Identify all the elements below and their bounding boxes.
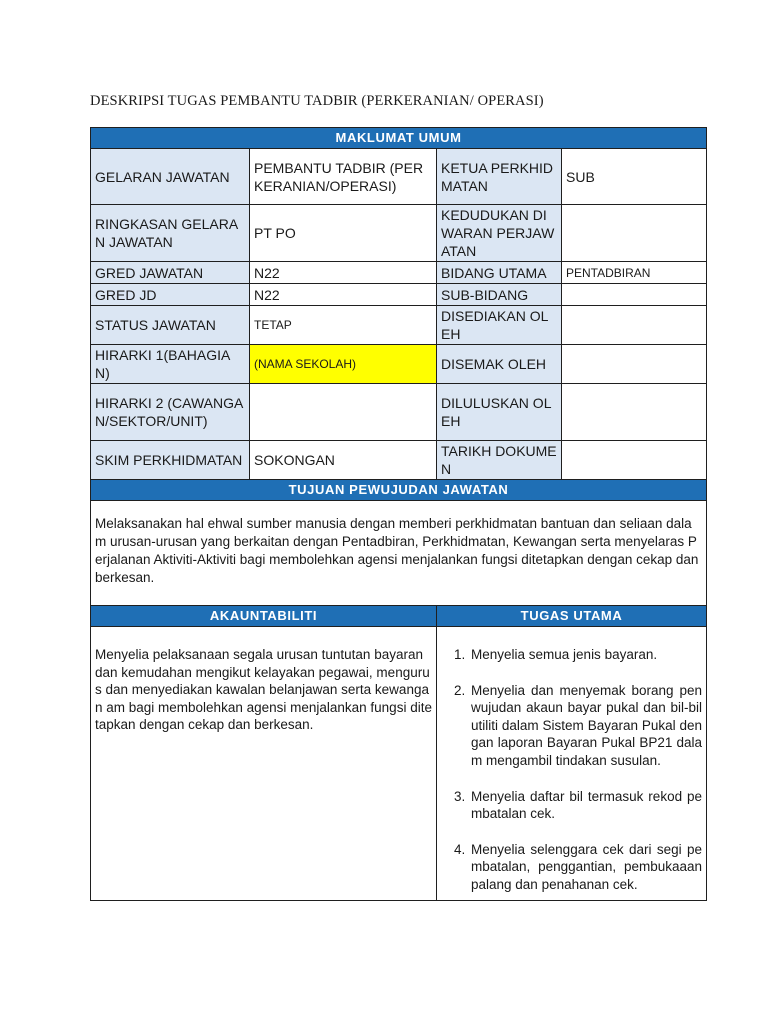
table-row xyxy=(91,441,707,480)
maklumat-umum-header: MAKLUMAT UMUM xyxy=(91,128,707,149)
table-row xyxy=(91,306,707,345)
disemak-oleh-label: DISEMAK OLEH xyxy=(437,345,562,384)
list-item: 1. Menyelia semua jenis bayaran. xyxy=(469,646,702,664)
list-item: 2. Menyelia dan menyemak borang penwujudan akaun bayar pukal dan bil-bil utiliti dalam Sistem Bayaran Pukal dengan laporan Bayaran Pukal BP21 dalam mengambil tindakan susulan. xyxy=(469,682,702,770)
tujuan-header-row xyxy=(91,480,707,501)
sub-bidang-label: SUB-BIDANG xyxy=(437,284,562,306)
sub-bidang-value xyxy=(562,284,707,306)
skim-perkhidmatan-label: SKIM PERKHIDMATAN xyxy=(91,441,250,480)
ketua-perkhidmatan-value: SUB xyxy=(562,149,707,205)
disemak-oleh-value xyxy=(562,345,707,384)
diluluskan-oleh-value xyxy=(562,384,707,441)
ringkasan-gelaran-value: PT PO xyxy=(250,205,437,262)
diluluskan-oleh-label: DILULUSKAN OLEH xyxy=(437,384,562,441)
document-title: DESKRIPSI TUGAS PEMBANTU TADBIR (PERKERANIAN/ OPERASI) xyxy=(90,93,544,109)
akauntabiliti-header: AKAUNTABILITI xyxy=(91,606,437,627)
hirarki-2-label: HIRARKI 2 (CAWANGAN/SEKTOR/UNIT) xyxy=(91,384,250,441)
hirarki-1-label: HIRARKI 1(BAHAGIAN) xyxy=(91,345,250,384)
tujuan-text: Melaksanakan hal ehwal sumber manusia dengan memberi perkhidmatan bantuan dan seliaan dalam urusan-urusan yang berkaitan dengan Pentadbiran, Perkhidmatan, Kewangan serta menyelaras Perjalanan Aktiviti-Aktiviti bagi membolehkan agensi menjalankan fungsi ditetapkan dengan cekap dan berkesan. xyxy=(91,501,707,606)
accountability-row xyxy=(91,627,707,901)
bidang-utama-label: BIDANG UTAMA xyxy=(437,262,562,284)
table-row xyxy=(91,384,707,441)
table-row xyxy=(91,345,707,384)
table-row xyxy=(91,284,707,306)
tugas-utama-header: TUGAS UTAMA xyxy=(437,606,707,627)
tugas-utama-cell xyxy=(437,627,707,901)
list-item: 3. Menyelia daftar bil termasuk rekod pembatalan cek. xyxy=(469,788,702,823)
hirarki-1-value: (NAMA SEKOLAH) xyxy=(250,345,437,384)
tarikh-dokumen-value xyxy=(562,441,707,480)
gelaran-jawatan-label: GELARAN JAWATAN xyxy=(91,149,250,205)
ringkasan-gelaran-label: RINGKASAN GELARAN JAWATAN xyxy=(91,205,250,262)
disediakan-oleh-label: DISEDIAKAN OLEH xyxy=(437,306,562,345)
kedudukan-waran-value xyxy=(562,205,707,262)
table-row xyxy=(91,149,707,205)
bidang-utama-value: PENTADBIRAN xyxy=(562,262,707,284)
gelaran-jawatan-value: PEMBANTU TADBIR (PERKERANIAN/OPERASI) xyxy=(250,149,437,205)
disediakan-oleh-value xyxy=(562,306,707,345)
gred-jd-label: GRED JD xyxy=(91,284,250,306)
status-jawatan-value: TETAP xyxy=(250,306,437,345)
hirarki-2-value xyxy=(250,384,437,441)
skim-perkhidmatan-value: SOKONGAN xyxy=(250,441,437,480)
table-row xyxy=(91,262,707,284)
job-description-table xyxy=(90,127,707,901)
gred-jawatan-value: N22 xyxy=(250,262,437,284)
tugas-utama-list xyxy=(445,646,702,894)
ketua-perkhidmatan-label: KETUA PERKHIDMATAN xyxy=(437,149,562,205)
accountability-header-row xyxy=(91,606,707,627)
akauntabiliti-text: Menyelia pelaksanaan segala urusan tuntutan bayaran dan kemudahan mengikut kelayakan pegawai, mengurus dan menyediakan kawalan belanjawan serta kewangan am bagi membolehkan agensi menjalankan fungsi ditetapkan dengan cekap dan berkesan. xyxy=(91,627,437,901)
status-jawatan-label: STATUS JAWATAN xyxy=(91,306,250,345)
gred-jd-value: N22 xyxy=(250,284,437,306)
list-item: 4. Menyelia selenggara cek dari segi pembatalan, penggantian, pembukaaan palang dan penahanan cek. xyxy=(469,841,702,894)
tujuan-row xyxy=(91,501,707,606)
gred-jawatan-label: GRED JAWATAN xyxy=(91,262,250,284)
kedudukan-waran-label: KEDUDUKAN DI WARAN PERJAWATAN xyxy=(437,205,562,262)
tarikh-dokumen-label: TARIKH DOKUMEN xyxy=(437,441,562,480)
maklumat-umum-header-row xyxy=(91,128,707,149)
tujuan-header: TUJUAN PEWUJUDAN JAWATAN xyxy=(91,480,707,501)
table-row xyxy=(91,205,707,262)
